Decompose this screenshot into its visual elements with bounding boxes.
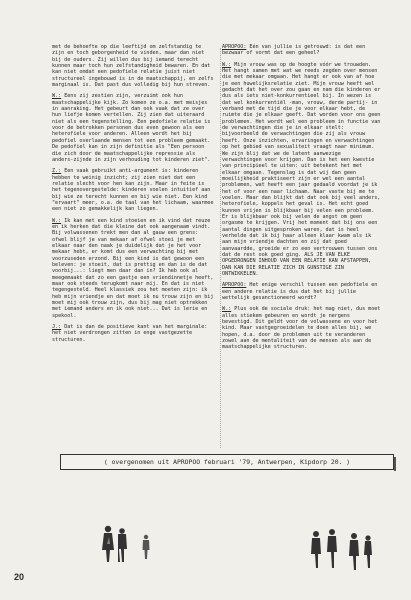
- group-of-people-figure-right: [308, 528, 378, 572]
- speaker-label: W.:: [52, 93, 62, 100]
- paragraph: [52, 324, 216, 343]
- paragraph-text: Het enige verschil tussen een pedofiele en een andere relatie is dus dat het bij jullie wettelijk gesanctioneerd wordt?: [222, 282, 378, 302]
- pair-of-people-figure-left: [98, 524, 134, 564]
- right-column: [222, 44, 382, 356]
- speaker-label: W.:: [222, 61, 232, 68]
- paragraph-text: met de behoefte op die leeftijd om zelfstandig te zijn en toch geborgenheid te vinden, maar dan niet bij de ouders. Zij willen dus bij iemand terecht kunnen maar toch hun zelfstandigheid bewaren. En dat kan niet omdat een pedofiele relatie juist niet structureel ingebouwd is in de maatschappij, en zelfs marginaal is. Dat past dus volledig bij hun streven.: [52, 44, 214, 89]
- paragraph-text: Mijn vrouw was op de hoogte vóór we trouwden. Het hangt samen met wat we reeds zegden over mensen die met mekaar omgaan. Het hangt er ook van af hoe je een huwelijksrelatie ziet. Mijn vrouw heeft wel gedacht dat het over zou gaan en nam die kinderen er dus als iets niet-konkurrentieel bij. In wezen is dat wel konkurrentiël -man, vrouw, derde partij- in verband met de tijd die je voor elkaar hebt, de ruimte die je elkaar geeft. Dat worden voor ons geen problemen. Het wordt wel een probleem in functie van de verwachtingen die je in elkaar stelt: bijvoorbeeld de verwachtingen die zij als vrouw heeft. Onze inzichten, ervaringen en verwachtingen op het gebied van sexualiteit vraagt naar minimum. We zijn blij dat we de latent aanwezige verwachtingen voor krijgen. Dan is het een kwestie van principieel te uiten: uit betekent het met elkaar omgaan. Tegenslag is dat wij dan geen moeilijkheid praktiseert zijn er wel een aantal problemen, wat heeft een jaar gedaald voordat je ik het of voor een naar lichaam. Naar vaste bij me te voelen. Maar dan blijkt dat dat ook bij veel anders, heterofiele, koppels het geval is. Het echt goed kunnen vrijen is blijkbaar bij velen een probleem. Er is blijkbaar ook bij velen de angst om geen orgasme te krijgen. Vrij het moment dat bij ons een aantal dingen uitgesproken waren, dat is heel verhelde dat ik bij haar alleen klaar kwam als ik aan mijn vriendje dachten en zij dat goed aanvaardde, groeide er zo een vertrouwen tussen ons dat de rest ook goed ging. ALS JE VAN ELKE OPGEDRONGEN INHOUD VAN EEN RELATIE KAN AFSTAPPEN, DAN KAN DIE RELATIE ZICH IN GUNSTIGE ZIN ONTWIKKELEN.: [222, 61, 381, 278]
- speaker-label: APROPOO:: [222, 282, 247, 289]
- paragraph-text: Ik kan met een kind stoeien en ik vind dat reuze en ik herken dat die kleine dat ook aangenaam vindt. Bij volwassenen trekt men dan al gauw een grens: ofwel blijf je van mekaar af ofwel stoei je met elkaar naar den naak je duidelijk dat je het voor mekaar hebt, er komt dus een verwachting bij met voorzuseden erzond. Bij een kind is dat gewoon een beleven: je stoeit, dat is prettig en dan is de dat voorbij...: liegt men daar dan in? Ik heb ook al meegemaakt dat zo een gastje een vriendinnetje heeft, maar ook steeds terugkomt naar mij. En dat is niet tegengesteld. Heel klassiek zou het moeten zijn: ik heb mijn vriendje en dat moet ik nu trouw zijn en bij moet mij ook trouw zijn, dus bij mag niet optrekken met iemand anders en ik ook niet... Dat is lerie en spekool.: [52, 217, 214, 319]
- speaker-label: J.:: [52, 324, 62, 331]
- paragraph-text: Een vaak gebruikt anti-argument is: kinderen hebben te weinig inzicht; zij zien niet dat een relatie slecht voor hen kan zijn. Maar in feite is het tegenovergestelde: kinderen voelen intuitief aan bij wie ze terecht kunnen en bij wie niet. Een kind "ervaart" meer, o.a. de taal van het lichaam, waarmee een niet zo gemakkelijk kan liegen.: [52, 168, 214, 213]
- page-number: 20: [14, 572, 25, 582]
- paragraph-text: Dat is dan de positieve kant van het marginale: het niet verdrongen zitten in enge vastgezette structuren.: [52, 324, 208, 343]
- column-divider: [220, 48, 221, 448]
- paragraph: [52, 218, 216, 320]
- paragraph: [222, 62, 382, 278]
- paragraph: [52, 44, 216, 88]
- speaker-label: Z.:: [52, 168, 62, 175]
- paragraph-text: Eén van jullie is getrouwd: is dat een bezwaar of vormt dat een geheel?: [222, 44, 366, 57]
- small-person-figure: [140, 534, 152, 560]
- paragraph: [52, 93, 216, 163]
- paragraph: [52, 168, 216, 212]
- speaker-label: W.:: [222, 306, 232, 313]
- left-column: [52, 44, 216, 348]
- paragraph: [222, 282, 382, 301]
- source-citation: [60, 454, 394, 470]
- box-shadow-edge: [394, 457, 396, 471]
- paragraph: [222, 306, 382, 350]
- speaker-label: APROPOO:: [222, 44, 247, 50]
- source-citation-text: ( overgenomen uit APROPOO februari '79, Antwerpen, Kipdorp 20. ): [103, 458, 351, 466]
- paragraph-text: Eens zij zestien zijn, verzuimt ook hun maatschappelijke kijk. Zo komen ze o.a. met meisjes in aanraking. Het gebeurt dan ook vaak dat ze over hun liefje komen vertellen. Zij zien dat uiteraard niet als een tegenstelling. Een pedofiele relatie is voor de betrokken personen dus even gewoon als een heterofiele voor anderen. Alleen wordt het bij pedofiel overlaande mensen tot een probleem gemaakt. De pedofiel kan in zijn definitie als "Een persoon die zich door de maatschappelijke repressie als anders-zijnde in zijn verhouding tot kinderen ziet".: [52, 93, 211, 163]
- paragraph-text: Plus ook de sociale druk: het mag niet, dus moet alles stiekem gebeuren en wordt je nergens bevestigd. Dit geldt voor de volwassene en voor het kind. Maar vastgegroeidelen te doen alles bij, we hopen, d.a. door de problemen uit te veranderen zowel aan de mentaliteit van de mensen als aan de maatschappelijke structuren.: [222, 306, 381, 351]
- paragraph: [222, 44, 382, 57]
- speaker-label: W.:: [52, 217, 62, 224]
